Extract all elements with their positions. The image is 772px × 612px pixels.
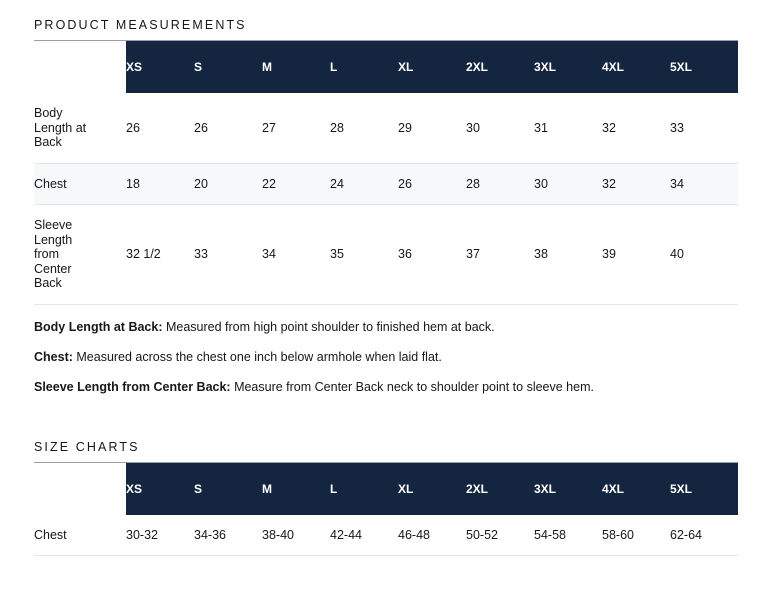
note-text: Measured from high point shoulder to finished hem at back.: [162, 319, 495, 334]
cell-body-length-xs: 26: [126, 93, 194, 163]
cell-chest-xl: 26: [398, 163, 466, 205]
measurements-col-header-s: S: [194, 41, 262, 93]
cell-chest-size-3xl: 54-58: [534, 515, 602, 556]
size-charts-col-header-xs: XS: [126, 463, 194, 515]
size-charts-label-header: [34, 463, 126, 515]
cell-chest-size-l: 42-44: [330, 515, 398, 556]
size-charts-header-row: [34, 463, 738, 515]
measurements-col-header-xs: XS: [126, 41, 194, 93]
cell-chest-size-s: 34-36: [194, 515, 262, 556]
size-charts-col-header-5xl: 5XL: [670, 463, 738, 515]
measurement-notes: [34, 319, 738, 395]
table-row: [34, 205, 738, 305]
cell-chest-size-2xl: 50-52: [466, 515, 534, 556]
cell-chest-size-m: 38-40: [262, 515, 330, 556]
product-measurements-table-wrapper: [34, 41, 738, 305]
cell-body-length-l: 28: [330, 93, 398, 163]
row-label-body-length: [34, 93, 126, 163]
cell-body-length-4xl: 32: [602, 93, 670, 163]
cell-chest-xs: 18: [126, 163, 194, 205]
cell-sleeve-s: 33: [194, 205, 262, 305]
note-term: Body Length at Back:: [34, 319, 163, 334]
cell-chest-size-xl: 46-48: [398, 515, 466, 556]
row-label-text: Chest: [34, 176, 67, 191]
row-label-sleeve-length: [34, 205, 126, 305]
size-charts-title: SIZE CHARTS: [34, 409, 738, 463]
cell-sleeve-xl: 36: [398, 205, 466, 305]
cell-chest-3xl: 30: [534, 163, 602, 205]
note-term: Chest:: [34, 349, 73, 364]
measurements-col-header-m: M: [262, 41, 330, 93]
cell-chest-s: 20: [194, 163, 262, 205]
cell-sleeve-3xl: 38: [534, 205, 602, 305]
cell-chest-2xl: 28: [466, 163, 534, 205]
measurements-label-header: [34, 41, 126, 93]
size-charts-col-header-s: S: [194, 463, 262, 515]
size-charts-col-header-4xl: 4XL: [602, 463, 670, 515]
measurements-col-header-2xl: 2XL: [466, 41, 534, 93]
measurements-col-header-xl: XL: [398, 41, 466, 93]
note-sleeve-length: [34, 379, 738, 395]
cell-chest-m: 22: [262, 163, 330, 205]
size-charts-table-head: [34, 463, 738, 515]
cell-sleeve-xs: 32 1/2: [126, 205, 194, 305]
size-charts-col-header-m: M: [262, 463, 330, 515]
cell-chest-5xl: 34: [670, 163, 738, 205]
cell-chest-size-xs: 30-32: [126, 515, 194, 556]
cell-chest-4xl: 32: [602, 163, 670, 205]
product-measurements-table: [34, 41, 738, 305]
note-body-length: [34, 319, 738, 335]
size-charts-table-body: [34, 515, 738, 556]
cell-sleeve-l: 35: [330, 205, 398, 305]
cell-sleeve-2xl: 37: [466, 205, 534, 305]
measurements-col-header-4xl: 4XL: [602, 41, 670, 93]
measurements-col-header-5xl: 5XL: [670, 41, 738, 93]
cell-chest-size-4xl: 58-60: [602, 515, 670, 556]
cell-body-length-m: 27: [262, 93, 330, 163]
note-chest: [34, 349, 738, 365]
measurements-col-header-3xl: 3XL: [534, 41, 602, 93]
size-charts-table-wrapper: [34, 463, 738, 557]
size-charts-col-header-2xl: 2XL: [466, 463, 534, 515]
measurements-col-header-l: L: [330, 41, 398, 93]
row-label-text: Sleeve Length from Center Back: [34, 218, 73, 290]
measurements-table-body: [34, 93, 738, 304]
cell-chest-l: 24: [330, 163, 398, 205]
cell-sleeve-4xl: 39: [602, 205, 670, 305]
table-row: [34, 93, 738, 163]
note-text: Measure from Center Back neck to shoulder point to sleeve hem.: [230, 379, 594, 394]
size-charts-col-header-l: L: [330, 463, 398, 515]
measurements-header-row: [34, 41, 738, 93]
page-title: PRODUCT MEASUREMENTS: [34, 0, 738, 41]
table-row: [34, 515, 738, 556]
size-charts-col-header-3xl: 3XL: [534, 463, 602, 515]
cell-body-length-2xl: 30: [466, 93, 534, 163]
cell-body-length-s: 26: [194, 93, 262, 163]
row-label-chest: [34, 163, 126, 205]
cell-body-length-3xl: 31: [534, 93, 602, 163]
row-label-text: Body Length at Back: [34, 106, 87, 149]
row-label-chest-sizes: Chest: [34, 515, 126, 556]
cell-chest-size-5xl: 62-64: [670, 515, 738, 556]
cell-sleeve-m: 34: [262, 205, 330, 305]
size-charts-table: [34, 463, 738, 557]
note-text: Measured across the chest one inch below armhole when laid flat.: [72, 349, 442, 364]
measurements-table-head: [34, 41, 738, 93]
note-term: Sleeve Length from Center Back:: [34, 379, 231, 394]
table-row: [34, 163, 738, 205]
cell-body-length-5xl: 33: [670, 93, 738, 163]
cell-sleeve-5xl: 40: [670, 205, 738, 305]
size-charts-col-header-xl: XL: [398, 463, 466, 515]
cell-body-length-xl: 29: [398, 93, 466, 163]
